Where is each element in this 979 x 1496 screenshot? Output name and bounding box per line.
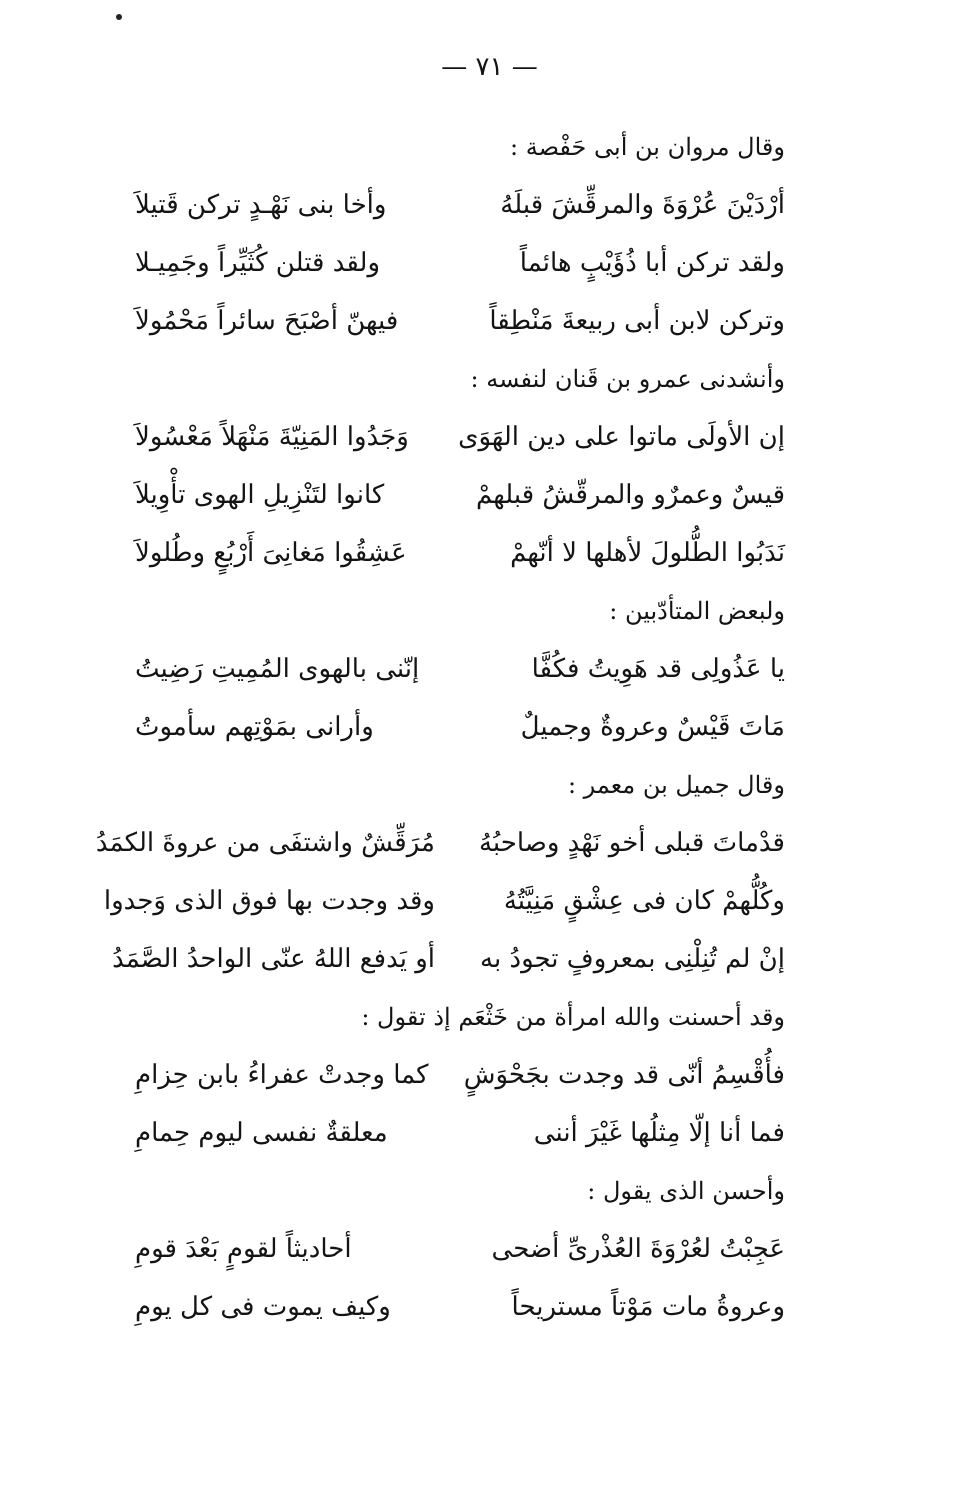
poem-content (95, 118, 785, 1336)
verse-line (135, 1278, 785, 1336)
verse-first-hemistich: ولقد تركن أبا ذُؤَيْبٍ هائماً (519, 248, 785, 278)
verse-second-hemistich: إنّنى بالهوى المُمِيتِ رَضِيتُ (135, 654, 420, 684)
verse-second-hemistich: أحاديثاً لقومٍ بَعْدَ قومِ (135, 1234, 352, 1264)
verse-line (135, 292, 785, 350)
verse-second-hemistich: فيهنّ أصْبَحَ سائراً مَحْمُولاَ (135, 306, 399, 336)
verse-second-hemistich: وكيف يموت فى كل يومِ (135, 1292, 391, 1322)
verse-first-hemistich: فما أنا إلّا مِثلُها غَيْرَ أننى (533, 1118, 785, 1148)
verse-line (135, 176, 785, 234)
page-number: — ٧١ — (441, 52, 538, 82)
verse-first-hemistich: وتركن لابن أبى ربيعةَ مَنْطِقاً (489, 306, 785, 336)
section-intro: وأنشدنى عمرو بن قَنان لنفسه : (470, 365, 785, 393)
section-intro: وأحسن الذى يقول : (587, 1177, 785, 1205)
verse-first-hemistich: قيسٌ وعمرٌو والمرقّشُ قبلهمْ (475, 480, 785, 510)
verse-line (112, 930, 785, 988)
verse-first-hemistich: وعروةُ مات مَوْتاً مستريحاً (511, 1292, 785, 1322)
section-intro: ولبعض المتأدّبين : (609, 597, 785, 625)
section-intro: وقال مروان بن أبى حَفْصة : (510, 133, 785, 161)
verse-second-hemistich: وأخا بنى نَهْـدٍ تركن قَتيلاَ (135, 190, 387, 220)
verse-first-hemistich: مَاتَ قَيْسٌ وعروةٌ وجميلٌ (520, 712, 785, 742)
verse-line (135, 1046, 785, 1104)
verse-second-hemistich: وَجَدُوا المَنِيّةَ مَنْهَلاً مَعْسُولاَ (135, 422, 409, 452)
verse-line (135, 698, 785, 756)
verse-first-hemistich: فأُقْسِمُ أنّى قد وجدت بجَحْوَشٍ (463, 1060, 785, 1090)
verse-second-hemistich: ولقد قتلن كُثَيِّراً وجَمِيـلا (135, 248, 381, 278)
verse-first-hemistich: وكُلُّهمْ كان فى عِشْقٍ مَنِيَّتُهُ (503, 886, 785, 916)
verse-second-hemistich: وقد وجدت بها فوق الذى وَجدوا (103, 886, 435, 916)
section-intro: وقد أحسنت والله امرأة من خَثْعَم إذ تقول : (361, 1003, 785, 1031)
verse-first-hemistich: قدْماتَ قبلى أخو نَهْدٍ وصاحبُهُ (478, 828, 785, 858)
verse-line (135, 408, 785, 466)
verse-second-hemistich: كانوا لتَنْزِيلِ الهوى تأْوِيلاَ (135, 480, 385, 510)
verse-line (135, 524, 785, 582)
verse-second-hemistich: عَشِقُوا مَغانِىَ أَرْبُعٍ وطُلولاَ (135, 538, 407, 568)
section-intro: وقال جميل بن معمر : (567, 771, 785, 799)
verse-first-hemistich: يا عَذُولِى قد هَوِيتُ فكُفَّا (531, 654, 785, 684)
verse-second-hemistich: معلقةٌ نفسى ليوم حِمامِ (135, 1118, 388, 1148)
verse-second-hemistich: وأرانى بمَوْتِهم سأموتُ (135, 712, 374, 742)
verse-line (135, 234, 785, 292)
verse-second-hemistich: كما وجدتْ عفراءُ بابن حِزامِ (135, 1060, 429, 1090)
verse-first-hemistich: أرْدَيْنَ عُرْوَةَ والمرقِّشَ قبلَهُ (500, 190, 785, 220)
verse-line (135, 466, 785, 524)
verse-line (135, 1104, 785, 1162)
verse-line (135, 640, 785, 698)
verse-second-hemistich: مُرَقِّشٌ واشتفَى من عروةَ الكمَدُ (95, 828, 435, 858)
verse-second-hemistich: أو يَدفع اللهُ عنّى الواحدُ الصَّمَدُ (112, 944, 435, 974)
verse-first-hemistich: نَدَبُوا الطُّلولَ لأهلها لا أنّهمْ (510, 538, 785, 568)
verse-line (135, 1220, 785, 1278)
verse-line (103, 872, 785, 930)
ink-dot (116, 14, 122, 20)
verse-line (95, 814, 785, 872)
verse-first-hemistich: إن الأولَى ماتوا على دين الهَوَى (458, 422, 785, 452)
verse-first-hemistich: إنْ لم تُنِلْنِى بمعروفٍ تجودُ به (480, 944, 785, 974)
verse-first-hemistich: عَجِبْتُ لعُرْوَةَ العُذْرىِّ أضحى (491, 1234, 785, 1264)
